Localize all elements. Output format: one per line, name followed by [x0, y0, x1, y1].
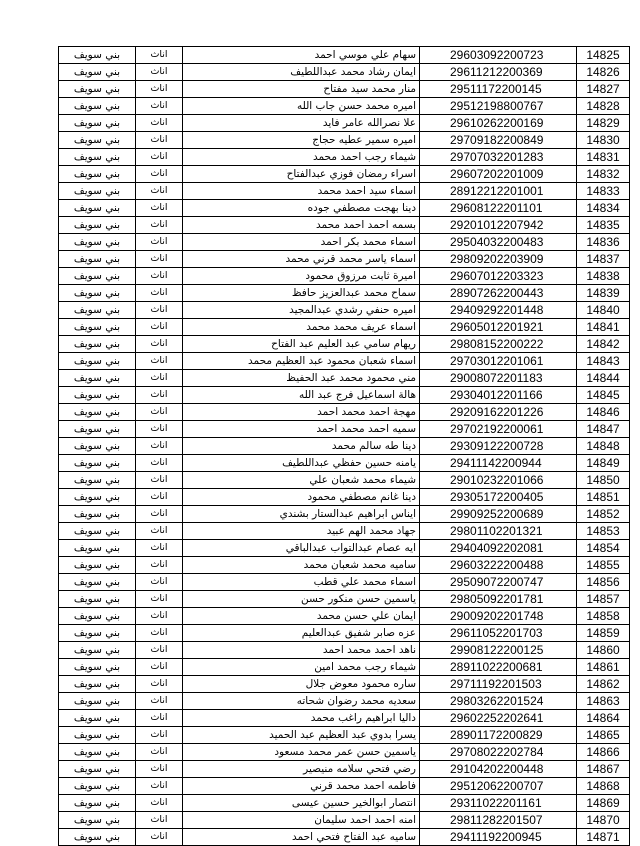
table-row	[59, 302, 630, 319]
governorate-cell: بني سويف	[59, 217, 136, 234]
table-row	[59, 829, 630, 846]
table-row	[59, 353, 630, 370]
name-cell: سعديه محمد رضوان شحاته	[183, 693, 420, 710]
national-id-cell: 29703012201061	[420, 353, 577, 370]
national-id-cell: 29805092201781	[420, 591, 577, 608]
serial-number-cell: 14871	[577, 829, 630, 846]
serial-number-cell: 14848	[577, 438, 630, 455]
serial-number-cell: 14843	[577, 353, 630, 370]
gender-cell: اناث	[136, 370, 183, 387]
table-row	[59, 132, 630, 149]
governorate-cell: بني سويف	[59, 64, 136, 81]
table-row	[59, 98, 630, 115]
serial-number-cell: 14837	[577, 251, 630, 268]
governorate-cell: بني سويف	[59, 540, 136, 557]
governorate-cell: بني سويف	[59, 183, 136, 200]
governorate-cell: بني سويف	[59, 523, 136, 540]
governorate-cell: بني سويف	[59, 829, 136, 846]
governorate-cell: بني سويف	[59, 336, 136, 353]
table-row	[59, 387, 630, 404]
name-cell: انتصار ابوالخير حسين عيسى	[183, 795, 420, 812]
table-row	[59, 523, 630, 540]
name-cell: مني محمود محمد عبد الحفيظ	[183, 370, 420, 387]
serial-number-cell: 14850	[577, 472, 630, 489]
governorate-cell: بني سويف	[59, 761, 136, 778]
national-id-cell: 29708022202784	[420, 744, 577, 761]
governorate-cell: بني سويف	[59, 438, 136, 455]
serial-number-cell: 14852	[577, 506, 630, 523]
governorate-cell: بني سويف	[59, 557, 136, 574]
gender-cell: اناث	[136, 693, 183, 710]
table-row	[59, 625, 630, 642]
governorate-cell: بني سويف	[59, 81, 136, 98]
national-id-cell: 29411142200944	[420, 455, 577, 472]
serial-number-cell: 14851	[577, 489, 630, 506]
table-row	[59, 47, 630, 64]
name-cell: اسماء محمد علي قطب	[183, 574, 420, 591]
national-id-cell: 29311022201161	[420, 795, 577, 812]
name-cell: ناهد احمد محمد احمد	[183, 642, 420, 659]
name-cell: اميره سمير عطيه حجاج	[183, 132, 420, 149]
gender-cell: اناث	[136, 795, 183, 812]
governorate-cell: بني سويف	[59, 251, 136, 268]
governorate-cell: بني سويف	[59, 693, 136, 710]
serial-number-cell: 14846	[577, 404, 630, 421]
serial-number-cell: 14827	[577, 81, 630, 98]
name-cell: اسماء ياسر محمد قرني محمد	[183, 251, 420, 268]
national-id-cell: 29304012201166	[420, 387, 577, 404]
governorate-cell: بني سويف	[59, 744, 136, 761]
table-row	[59, 642, 630, 659]
serial-number-cell: 14825	[577, 47, 630, 64]
name-cell: اميره محمد حسن جاب الله	[183, 98, 420, 115]
national-id-cell: 29607012203323	[420, 268, 577, 285]
gender-cell: اناث	[136, 591, 183, 608]
table-row	[59, 489, 630, 506]
gender-cell: اناث	[136, 302, 183, 319]
table-row	[59, 234, 630, 251]
name-cell: ايمان علي حسن محمد	[183, 608, 420, 625]
name-cell: سماح محمد عبدالعزيز حافظ	[183, 285, 420, 302]
gender-cell: اناث	[136, 166, 183, 183]
serial-number-cell: 14853	[577, 523, 630, 540]
table-row	[59, 693, 630, 710]
serial-number-cell: 14829	[577, 115, 630, 132]
governorate-cell: بني سويف	[59, 387, 136, 404]
records-table-body	[59, 47, 630, 846]
name-cell: شيماء رجب احمد محمد	[183, 149, 420, 166]
table-row	[59, 421, 630, 438]
serial-number-cell: 14868	[577, 778, 630, 795]
governorate-cell: بني سويف	[59, 132, 136, 149]
gender-cell: اناث	[136, 523, 183, 540]
serial-number-cell: 14839	[577, 285, 630, 302]
gender-cell: اناث	[136, 574, 183, 591]
serial-number-cell: 14870	[577, 812, 630, 829]
name-cell: ساميه محمد شعبان محمد	[183, 557, 420, 574]
gender-cell: اناث	[136, 234, 183, 251]
table-row	[59, 251, 630, 268]
name-cell: بسمه احمد احمد محمد	[183, 217, 420, 234]
gender-cell: اناث	[136, 761, 183, 778]
governorate-cell: بني سويف	[59, 591, 136, 608]
gender-cell: اناث	[136, 727, 183, 744]
serial-number-cell: 14857	[577, 591, 630, 608]
national-id-cell: 29611052201703	[420, 625, 577, 642]
gender-cell: اناث	[136, 778, 183, 795]
national-id-cell: 29811282201507	[420, 812, 577, 829]
governorate-cell: بني سويف	[59, 166, 136, 183]
gender-cell: اناث	[136, 489, 183, 506]
gender-cell: اناث	[136, 557, 183, 574]
table-row	[59, 506, 630, 523]
name-cell: جهاد محمد الهم عبيد	[183, 523, 420, 540]
national-id-cell: 29909252200689	[420, 506, 577, 523]
governorate-cell: بني سويف	[59, 285, 136, 302]
records-table	[58, 46, 630, 846]
name-cell: عزه صابر شفيق عبدالعليم	[183, 625, 420, 642]
national-id-cell: 28911022200681	[420, 659, 577, 676]
governorate-cell: بني سويف	[59, 421, 136, 438]
national-id-cell: 29504032200483	[420, 234, 577, 251]
national-id-cell: 29908122200125	[420, 642, 577, 659]
governorate-cell: بني سويف	[59, 574, 136, 591]
name-cell: ياسمين حسن منكور حسن	[183, 591, 420, 608]
governorate-cell: بني سويف	[59, 489, 136, 506]
gender-cell: اناث	[136, 336, 183, 353]
serial-number-cell: 14860	[577, 642, 630, 659]
name-cell: اسماء سيد احمد محمد	[183, 183, 420, 200]
name-cell: داليا ابراهيم راغب محمد	[183, 710, 420, 727]
table-row	[59, 336, 630, 353]
name-cell: فاطمه احمد محمد قرني	[183, 778, 420, 795]
name-cell: منار محمد سيد مفتاح	[183, 81, 420, 98]
national-id-cell: 29512062200707	[420, 778, 577, 795]
serial-number-cell: 14828	[577, 98, 630, 115]
table-row	[59, 370, 630, 387]
governorate-cell: بني سويف	[59, 302, 136, 319]
national-id-cell: 29511172200145	[420, 81, 577, 98]
table-row	[59, 557, 630, 574]
table-row	[59, 149, 630, 166]
name-cell: سهام علي موسي احمد	[183, 47, 420, 64]
name-cell: اسماء شعبان محمود عبد العظيم محمد	[183, 353, 420, 370]
serial-number-cell: 14869	[577, 795, 630, 812]
governorate-cell: بني سويف	[59, 608, 136, 625]
name-cell: دينا غانم مصطفي محمود	[183, 489, 420, 506]
governorate-cell: بني سويف	[59, 149, 136, 166]
serial-number-cell: 14847	[577, 421, 630, 438]
national-id-cell: 29808152200222	[420, 336, 577, 353]
table-row	[59, 812, 630, 829]
table-row	[59, 115, 630, 132]
gender-cell: اناث	[136, 744, 183, 761]
gender-cell: اناث	[136, 625, 183, 642]
national-id-cell: 29602252202641	[420, 710, 577, 727]
serial-number-cell: 14841	[577, 319, 630, 336]
governorate-cell: بني سويف	[59, 268, 136, 285]
table-row	[59, 659, 630, 676]
national-id-cell: 28907262200443	[420, 285, 577, 302]
table-row	[59, 761, 630, 778]
gender-cell: اناث	[136, 659, 183, 676]
national-id-cell: 29809202203909	[420, 251, 577, 268]
name-cell: شيماء رجب محمد امين	[183, 659, 420, 676]
national-id-cell: 29309122200728	[420, 438, 577, 455]
national-id-cell: 29010232201066	[420, 472, 577, 489]
name-cell: ساره محمود معوض جلال	[183, 676, 420, 693]
table-row	[59, 455, 630, 472]
name-cell: هالة اسماعيل فرج عبد الله	[183, 387, 420, 404]
serial-number-cell: 14862	[577, 676, 630, 693]
serial-number-cell: 14842	[577, 336, 630, 353]
gender-cell: اناث	[136, 132, 183, 149]
national-id-cell: 29611212200369	[420, 64, 577, 81]
gender-cell: اناث	[136, 540, 183, 557]
serial-number-cell: 14864	[577, 710, 630, 727]
national-id-cell: 29707032201283	[420, 149, 577, 166]
governorate-cell: بني سويف	[59, 115, 136, 132]
governorate-cell: بني سويف	[59, 404, 136, 421]
gender-cell: اناث	[136, 81, 183, 98]
gender-cell: اناث	[136, 387, 183, 404]
serial-number-cell: 14830	[577, 132, 630, 149]
serial-number-cell: 14840	[577, 302, 630, 319]
national-id-cell: 29608122201101	[420, 200, 577, 217]
national-id-cell: 29801102201321	[420, 523, 577, 540]
governorate-cell: بني سويف	[59, 778, 136, 795]
national-id-cell: 29411192200945	[420, 829, 577, 846]
national-id-cell: 29709182200849	[420, 132, 577, 149]
name-cell: امنه احمد احمد سليمان	[183, 812, 420, 829]
serial-number-cell: 14861	[577, 659, 630, 676]
serial-number-cell: 14838	[577, 268, 630, 285]
name-cell: دينا بهجت مصطفي جوده	[183, 200, 420, 217]
table-row	[59, 319, 630, 336]
national-id-cell: 29605012201921	[420, 319, 577, 336]
gender-cell: اناث	[136, 251, 183, 268]
table-row	[59, 285, 630, 302]
name-cell: دينا طه سالم محمد	[183, 438, 420, 455]
gender-cell: اناث	[136, 455, 183, 472]
national-id-cell: 28912212201001	[420, 183, 577, 200]
national-id-cell: 29702192200061	[420, 421, 577, 438]
governorate-cell: بني سويف	[59, 506, 136, 523]
name-cell: مهجة احمد محمد احمد	[183, 404, 420, 421]
gender-cell: اناث	[136, 183, 183, 200]
table-row	[59, 64, 630, 81]
governorate-cell: بني سويف	[59, 47, 136, 64]
name-cell: ريهام سامي عبد العليم عبد الفتاح	[183, 336, 420, 353]
governorate-cell: بني سويف	[59, 642, 136, 659]
table-row	[59, 166, 630, 183]
national-id-cell: 29201012207942	[420, 217, 577, 234]
serial-number-cell: 14866	[577, 744, 630, 761]
gender-cell: اناث	[136, 472, 183, 489]
governorate-cell: بني سويف	[59, 472, 136, 489]
serial-number-cell: 14833	[577, 183, 630, 200]
governorate-cell: بني سويف	[59, 659, 136, 676]
governorate-cell: بني سويف	[59, 727, 136, 744]
national-id-cell: 28901172200829	[420, 727, 577, 744]
national-id-cell: 29711192201503	[420, 676, 577, 693]
name-cell: شيماء محمد شعبان علي	[183, 472, 420, 489]
gender-cell: اناث	[136, 319, 183, 336]
gender-cell: اناث	[136, 812, 183, 829]
national-id-cell: 29008072201183	[420, 370, 577, 387]
name-cell: ايمان رشاد محمد عبداللطيف	[183, 64, 420, 81]
gender-cell: اناث	[136, 115, 183, 132]
name-cell: رضي فتحي سلامه منيصير	[183, 761, 420, 778]
national-id-cell: 29610262200169	[420, 115, 577, 132]
gender-cell: اناث	[136, 438, 183, 455]
name-cell: يامنه حسين حفظي عبداللطيف	[183, 455, 420, 472]
name-cell: سميه احمد محمد احمد	[183, 421, 420, 438]
table-row	[59, 778, 630, 795]
national-id-cell: 29603092200723	[420, 47, 577, 64]
governorate-cell: بني سويف	[59, 795, 136, 812]
name-cell: اسماء محمد بكر احمد	[183, 234, 420, 251]
governorate-cell: بني سويف	[59, 200, 136, 217]
gender-cell: اناث	[136, 47, 183, 64]
national-id-cell: 29607202201009	[420, 166, 577, 183]
gender-cell: اناث	[136, 200, 183, 217]
serial-number-cell: 14863	[577, 693, 630, 710]
gender-cell: اناث	[136, 829, 183, 846]
governorate-cell: بني سويف	[59, 370, 136, 387]
gender-cell: اناث	[136, 676, 183, 693]
gender-cell: اناث	[136, 353, 183, 370]
table-row	[59, 81, 630, 98]
name-cell: اسماء عريف محمد محمد	[183, 319, 420, 336]
governorate-cell: بني سويف	[59, 710, 136, 727]
table-row	[59, 404, 630, 421]
governorate-cell: بني سويف	[59, 319, 136, 336]
name-cell: ايه عصام عبدالتواب عبدالباقي	[183, 540, 420, 557]
table-row	[59, 200, 630, 217]
table-row	[59, 574, 630, 591]
serial-number-cell: 14835	[577, 217, 630, 234]
governorate-cell: بني سويف	[59, 812, 136, 829]
name-cell: ايناس ابراهيم عبدالستار بشندي	[183, 506, 420, 523]
table-row	[59, 676, 630, 693]
governorate-cell: بني سويف	[59, 455, 136, 472]
name-cell: ياسمين حسن عمر محمد مسعود	[183, 744, 420, 761]
gender-cell: اناث	[136, 98, 183, 115]
table-row	[59, 710, 630, 727]
gender-cell: اناث	[136, 285, 183, 302]
national-id-cell: 29512198800767	[420, 98, 577, 115]
serial-number-cell: 14856	[577, 574, 630, 591]
table-row	[59, 608, 630, 625]
gender-cell: اناث	[136, 217, 183, 234]
table-row	[59, 591, 630, 608]
name-cell: ساميه عبد الفتاح فتحي احمد	[183, 829, 420, 846]
governorate-cell: بني سويف	[59, 234, 136, 251]
table-row	[59, 744, 630, 761]
table-row	[59, 727, 630, 744]
national-id-cell: 29404092202081	[420, 540, 577, 557]
national-id-cell: 29603222200488	[420, 557, 577, 574]
records-sheet	[58, 46, 620, 846]
serial-number-cell: 14854	[577, 540, 630, 557]
serial-number-cell: 14865	[577, 727, 630, 744]
gender-cell: اناث	[136, 421, 183, 438]
serial-number-cell: 14834	[577, 200, 630, 217]
gender-cell: اناث	[136, 608, 183, 625]
name-cell: اميرة ثابت مرزوق محمود	[183, 268, 420, 285]
gender-cell: اناث	[136, 710, 183, 727]
name-cell: اميره حنفي رشدي عبدالمجيد	[183, 302, 420, 319]
serial-number-cell: 14845	[577, 387, 630, 404]
serial-number-cell: 14849	[577, 455, 630, 472]
governorate-cell: بني سويف	[59, 98, 136, 115]
national-id-cell: 29803262201524	[420, 693, 577, 710]
serial-number-cell: 14859	[577, 625, 630, 642]
serial-number-cell: 14831	[577, 149, 630, 166]
gender-cell: اناث	[136, 149, 183, 166]
governorate-cell: بني سويف	[59, 625, 136, 642]
serial-number-cell: 14832	[577, 166, 630, 183]
gender-cell: اناث	[136, 506, 183, 523]
serial-number-cell: 14836	[577, 234, 630, 251]
name-cell: يسرا بدوي عبد العظيم عبد الحميد	[183, 727, 420, 744]
table-row	[59, 438, 630, 455]
table-row	[59, 183, 630, 200]
national-id-cell: 29409292201448	[420, 302, 577, 319]
gender-cell: اناث	[136, 642, 183, 659]
name-cell: علا نصرالله عامر فايد	[183, 115, 420, 132]
national-id-cell: 29009202201748	[420, 608, 577, 625]
governorate-cell: بني سويف	[59, 676, 136, 693]
national-id-cell: 29104202200448	[420, 761, 577, 778]
name-cell: اسراء رمضان فوزي عبدالفتاح	[183, 166, 420, 183]
national-id-cell: 29209162201226	[420, 404, 577, 421]
table-row	[59, 217, 630, 234]
table-row	[59, 795, 630, 812]
gender-cell: اناث	[136, 268, 183, 285]
table-row	[59, 472, 630, 489]
national-id-cell: 29305172200405	[420, 489, 577, 506]
serial-number-cell: 14844	[577, 370, 630, 387]
table-row	[59, 268, 630, 285]
serial-number-cell: 14858	[577, 608, 630, 625]
governorate-cell: بني سويف	[59, 353, 136, 370]
gender-cell: اناث	[136, 64, 183, 81]
table-row	[59, 540, 630, 557]
serial-number-cell: 14826	[577, 64, 630, 81]
serial-number-cell: 14867	[577, 761, 630, 778]
national-id-cell: 29509072200747	[420, 574, 577, 591]
gender-cell: اناث	[136, 404, 183, 421]
serial-number-cell: 14855	[577, 557, 630, 574]
